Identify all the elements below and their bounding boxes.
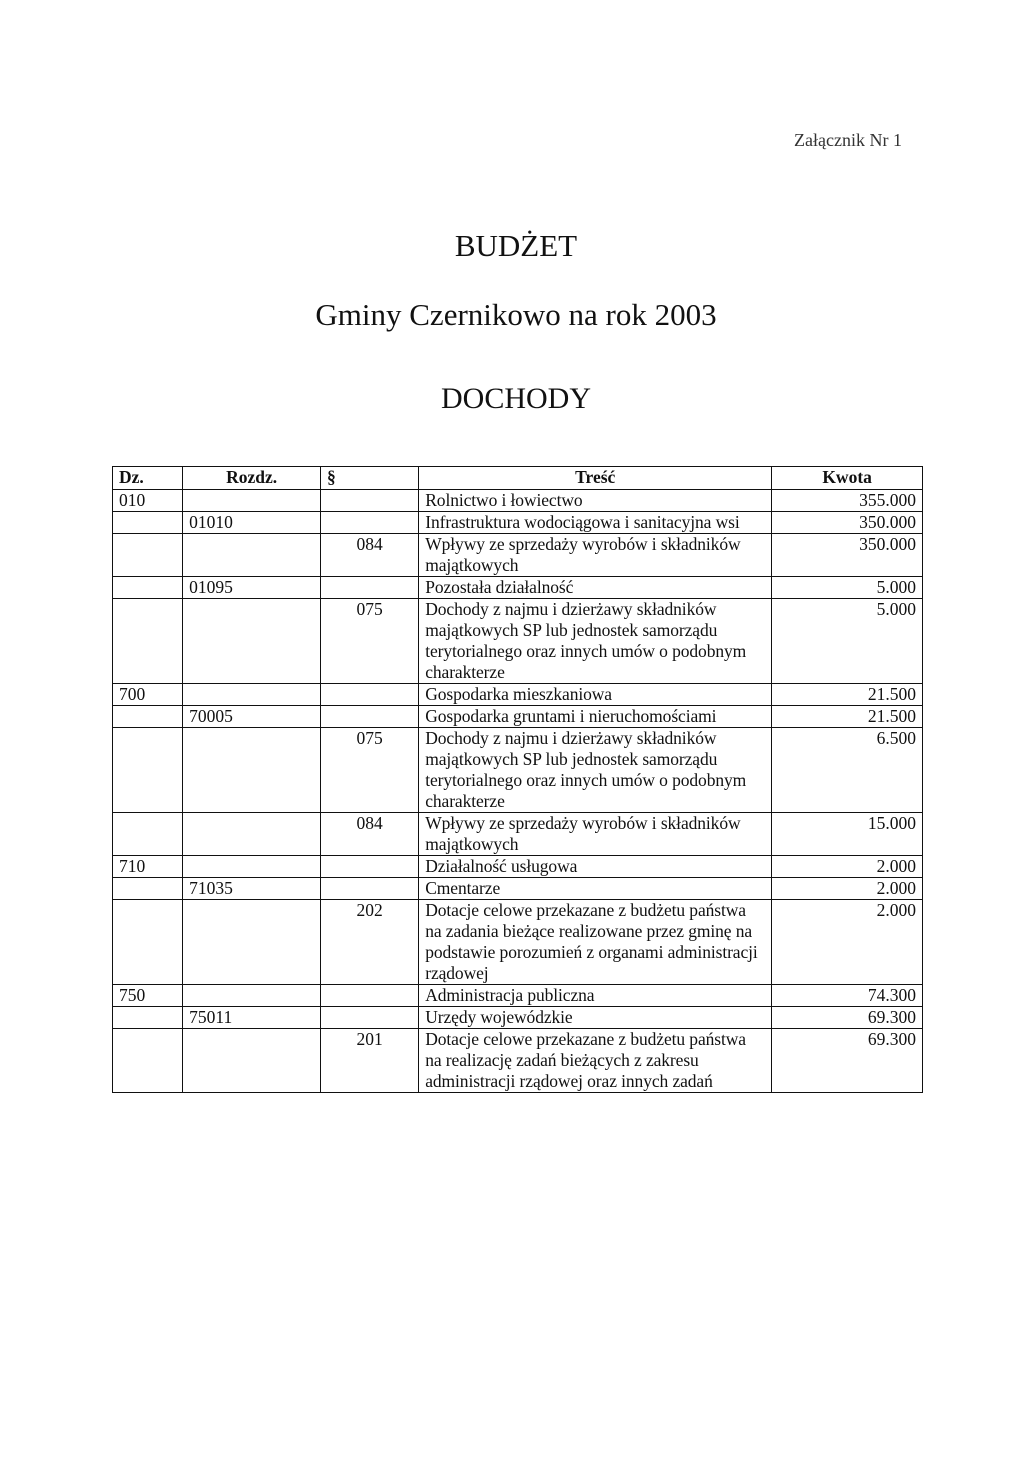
cell-paragraph: 201 — [321, 1029, 419, 1093]
cell-dz — [113, 706, 183, 728]
table-row — [113, 878, 923, 900]
cell-dz: 700 — [113, 684, 183, 706]
table-row — [113, 1007, 923, 1029]
table-row — [113, 985, 923, 1007]
cell-rozdz: 70005 — [183, 706, 321, 728]
cell-rozdz: 01095 — [183, 577, 321, 599]
cell-tresc: Infrastruktura wodociągowa i sanitacyjna wsi — [419, 512, 772, 534]
table-row — [113, 813, 923, 856]
cell-dz: 750 — [113, 985, 183, 1007]
cell-kwota: 350.000 — [772, 512, 923, 534]
cell-rozdz — [183, 728, 321, 813]
cell-tresc: Wpływy ze sprzedaży wyrobów i składników majątkowych — [419, 813, 772, 856]
cell-rozdz — [183, 985, 321, 1007]
cell-tresc: Dotacje celowe przekazane z budżetu państwa na realizację zadań bieżących z zakresu administracji rządowej oraz innych zadań — [419, 1029, 772, 1093]
cell-dz — [113, 599, 183, 684]
annex-label: Załącznik Nr 1 — [794, 130, 902, 150]
cell-kwota: 2.000 — [772, 856, 923, 878]
table-row — [113, 728, 923, 813]
table-row — [113, 684, 923, 706]
cell-paragraph: 084 — [321, 534, 419, 577]
cell-kwota: 69.300 — [772, 1029, 923, 1093]
table-row — [113, 706, 923, 728]
cell-rozdz: 75011 — [183, 1007, 321, 1029]
cell-dz — [113, 900, 183, 985]
cell-rozdz — [183, 684, 321, 706]
cell-dz — [113, 1007, 183, 1029]
cell-tresc: Wpływy ze sprzedaży wyrobów i składników majątkowych — [419, 534, 772, 577]
cell-paragraph — [321, 856, 419, 878]
cell-rozdz — [183, 813, 321, 856]
cell-rozdz: 71035 — [183, 878, 321, 900]
table-row — [113, 599, 923, 684]
section-title: DOCHODY — [441, 382, 591, 415]
cell-tresc: Urzędy wojewódzkie — [419, 1007, 772, 1029]
table-row — [113, 534, 923, 577]
cell-rozdz — [183, 534, 321, 577]
cell-paragraph — [321, 878, 419, 900]
header-kwota: Kwota — [772, 467, 923, 490]
cell-paragraph: 202 — [321, 900, 419, 985]
document-title: BUDŻET — [454, 228, 578, 263]
cell-dz — [113, 813, 183, 856]
table-row — [113, 900, 923, 985]
table-body — [113, 490, 923, 1093]
table-row — [113, 1029, 923, 1093]
cell-dz: 710 — [113, 856, 183, 878]
cell-paragraph — [321, 985, 419, 1007]
cell-tresc: Rolnictwo i łowiectwo — [419, 490, 772, 512]
cell-rozdz: 01010 — [183, 512, 321, 534]
cell-tresc: Gospodarka gruntami i nieruchomościami — [419, 706, 772, 728]
cell-kwota: 2.000 — [772, 878, 923, 900]
cell-paragraph — [321, 684, 419, 706]
cell-paragraph — [321, 577, 419, 599]
cell-dz — [113, 577, 183, 599]
cell-tresc: Administracja publiczna — [419, 985, 772, 1007]
cell-paragraph — [321, 706, 419, 728]
table-row — [113, 856, 923, 878]
cell-kwota: 355.000 — [772, 490, 923, 512]
cell-dz — [113, 878, 183, 900]
cell-paragraph — [321, 490, 419, 512]
cell-kwota: 5.000 — [772, 599, 923, 684]
cell-paragraph: 084 — [321, 813, 419, 856]
table-row — [113, 577, 923, 599]
cell-rozdz — [183, 599, 321, 684]
cell-dz — [113, 1029, 183, 1093]
cell-rozdz — [183, 490, 321, 512]
cell-tresc: Cmentarze — [419, 878, 772, 900]
header-dz: Dz. — [113, 467, 183, 490]
cell-paragraph — [321, 1007, 419, 1029]
cell-tresc: Dochody z najmu i dzierżawy składników majątkowych SP lub jednostek samorządu terytorialnego oraz innych umów o podobnym charakterze — [419, 599, 772, 684]
table-header-row — [113, 467, 923, 490]
cell-dz: 010 — [113, 490, 183, 512]
cell-kwota: 350.000 — [772, 534, 923, 577]
header-rozdz: Rozdz. — [183, 467, 321, 490]
budget-table — [112, 466, 923, 1093]
cell-kwota: 21.500 — [772, 706, 923, 728]
cell-rozdz — [183, 856, 321, 878]
cell-tresc: Pozostała działalność — [419, 577, 772, 599]
cell-tresc: Dotacje celowe przekazane z budżetu państwa na zadania bieżące realizowane przez gminę na podstawie porozumień z organami administracji rządowej — [419, 900, 772, 985]
cell-kwota: 2.000 — [772, 900, 923, 985]
header-paragraph: § — [321, 467, 419, 490]
cell-tresc: Dochody z najmu i dzierżawy składników majątkowych SP lub jednostek samorządu terytorialnego oraz innych umów o podobnym charakterze — [419, 728, 772, 813]
cell-tresc: Gospodarka mieszkaniowa — [419, 684, 772, 706]
cell-kwota: 69.300 — [772, 1007, 923, 1029]
document-subtitle: Gminy Czernikowo na rok 2003 — [315, 297, 717, 332]
cell-kwota: 74.300 — [772, 985, 923, 1007]
cell-rozdz — [183, 1029, 321, 1093]
cell-tresc: Działalność usługowa — [419, 856, 772, 878]
cell-dz — [113, 534, 183, 577]
cell-kwota: 5.000 — [772, 577, 923, 599]
cell-paragraph: 075 — [321, 728, 419, 813]
cell-paragraph — [321, 512, 419, 534]
header-tresc: Treść — [419, 467, 772, 490]
cell-paragraph: 075 — [321, 599, 419, 684]
cell-kwota: 15.000 — [772, 813, 923, 856]
cell-rozdz — [183, 900, 321, 985]
cell-kwota: 6.500 — [772, 728, 923, 813]
cell-dz — [113, 512, 183, 534]
cell-dz — [113, 728, 183, 813]
cell-kwota: 21.500 — [772, 684, 923, 706]
table-row — [113, 512, 923, 534]
table-row — [113, 490, 923, 512]
